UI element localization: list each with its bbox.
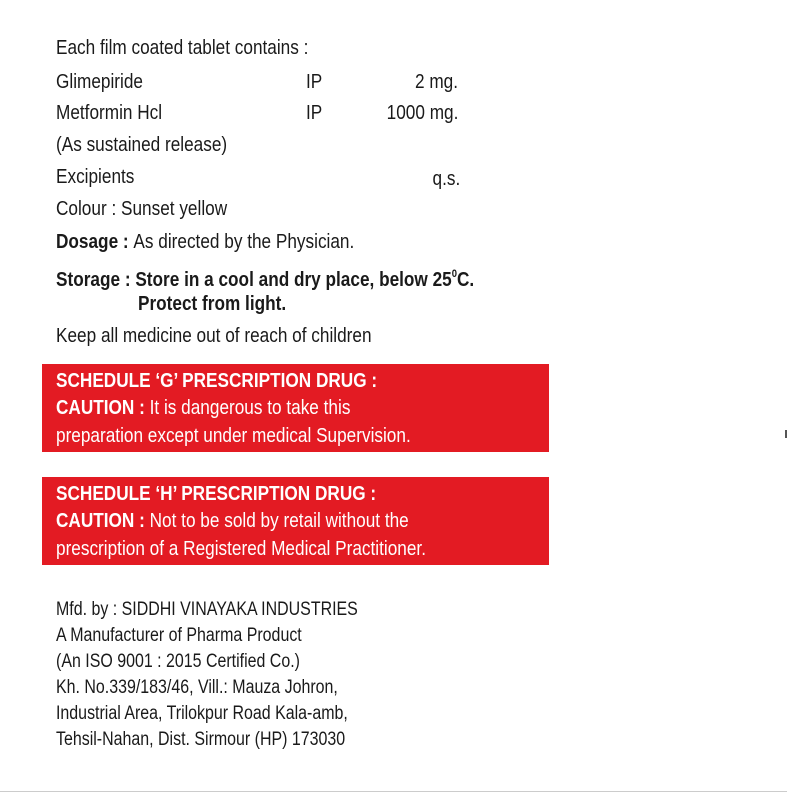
dosage-line <box>56 230 354 254</box>
manufacturer-line: Kh. No.339/183/46, Vill.: Mauza Johron, <box>56 677 338 698</box>
dosage-separator: : <box>118 231 134 253</box>
caution-text: Not to be sold by retail without the <box>144 510 409 532</box>
schedule-h-heading: SCHEDULE ‘H’ PRESCRIPTION DRUG : <box>56 483 377 505</box>
composition-intro: Each film coated tablet contains : <box>56 37 309 59</box>
schedule-g-warning <box>42 364 549 452</box>
storage-separator: : <box>120 269 136 291</box>
ingredient-standard: IP <box>306 71 323 93</box>
schedule-g-caution-line2: preparation except under medical Supervision. <box>56 425 411 447</box>
degree-symbol: 0 <box>451 268 457 280</box>
manufacturer-line: Tehsil-Nahan, Dist. Sirmour (HP) 173030 <box>56 729 346 750</box>
release-note: (As sustained release) <box>56 134 228 156</box>
ingredient-quantity: 2 mg. <box>414 71 458 93</box>
caution-label: CAUTION : <box>56 510 145 532</box>
storage-protect: Protect from light. <box>138 293 287 315</box>
ingredient-name: Glimepiride <box>56 71 143 93</box>
manufacturer-line: Industrial Area, Trilokpur Road Kala-amb, <box>56 703 348 724</box>
excipients-quantity: q.s. <box>432 168 460 190</box>
colour-info: Colour : Sunset yellow <box>56 198 228 220</box>
schedule-h-warning <box>42 477 549 565</box>
excipients-name: Excipients <box>56 166 135 188</box>
schedule-h-caution <box>56 509 409 533</box>
storage-text: Store in a cool and dry place, below 25 <box>135 269 452 291</box>
manufacturer-line: A Manufacturer of Pharma Product <box>56 625 302 646</box>
caution-text: It is dangerous to take this <box>144 397 351 419</box>
ingredient-quantity: 1000 mg. <box>386 102 458 124</box>
keep-away-notice: Keep all medicine out of reach of children <box>56 325 372 347</box>
schedule-h-caution-line2: prescription of a Registered Medical Practitioner. <box>56 538 426 560</box>
schedule-g-heading: SCHEDULE ‘G’ PRESCRIPTION DRUG : <box>56 370 378 392</box>
caution-label: CAUTION : <box>56 397 145 419</box>
storage-line <box>56 262 474 292</box>
storage-unit: C. <box>456 269 475 291</box>
manufacturer-line: Mfd. by : SIDDHI VINAYAKA INDUSTRIES <box>56 599 358 620</box>
manufacturer-line: (An ISO 9001 : 2015 Certified Co.) <box>56 651 300 672</box>
dosage-text: As directed by the Physician. <box>133 231 355 253</box>
dosage-label: Dosage <box>56 231 119 253</box>
ingredient-name: Metformin Hcl <box>56 102 163 124</box>
storage-label: Storage <box>56 269 121 291</box>
ingredient-standard: IP <box>306 102 323 124</box>
schedule-g-caution <box>56 396 350 420</box>
